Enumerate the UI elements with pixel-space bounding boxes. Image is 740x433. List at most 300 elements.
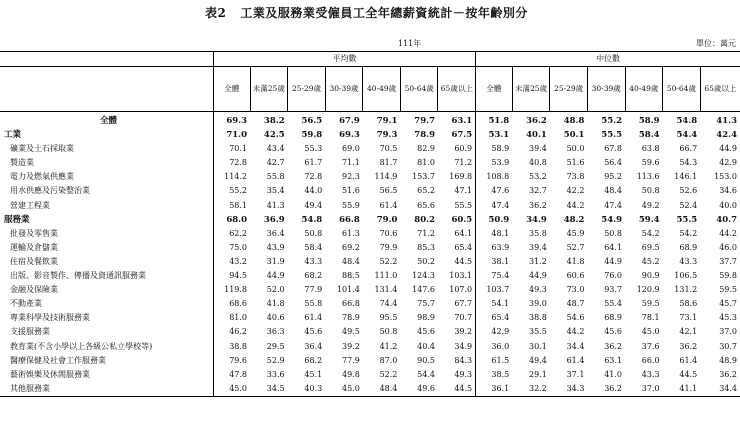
row-label: 營建工程業 [0,199,213,213]
table-cell: 42.9 [719,158,737,168]
table-cell: 63.1 [438,112,476,129]
row-label: 礦業及土石採取業 [0,142,213,156]
table-cell: 35.4 [266,186,285,196]
table-cell: 95.2 [604,172,622,182]
table-cell: 65.4 [491,313,510,323]
table-cell: 42.4 [716,130,737,141]
table-cell: 33.6 [266,369,285,379]
column-header: 65歲以上 [700,67,740,112]
table-cell: 36.2 [526,116,547,126]
table-cell: 38.5 [491,369,510,379]
table-cell: 124.3 [412,271,435,281]
table-cell: 62.2 [229,228,248,238]
table-cell: 36.2 [587,382,625,397]
table-cell: 45.6 [604,327,622,337]
table-cell: 95.5 [379,313,398,323]
table-cell: 49.2 [641,200,660,210]
table-cell: 48.4 [604,186,622,196]
table-cell: 55.5 [601,130,622,141]
table-cell: 48.2 [563,214,585,225]
table-cell: 36.1 [476,382,513,397]
table-cell: 82.9 [417,144,435,154]
table-cell: 49.5 [341,327,360,337]
row-label: 用水供應及污染整治業 [0,184,213,198]
table-cell: 79.9 [379,242,398,252]
table-cell: 49.4 [304,200,323,210]
table-cell: 47.4 [604,200,622,210]
row-label: 電力及燃氣供應業 [0,170,213,184]
table-row [0,283,740,297]
table-cell: 47.4 [491,200,510,210]
table-cell: 48.9 [719,355,737,365]
table-cell: 93.7 [604,285,622,295]
column-header: 30-39歲 [325,67,363,112]
table-cell: 68.0 [226,214,248,225]
table-cell: 81.0 [417,158,435,168]
column-header: 30-39歲 [587,67,625,112]
table-cell: 54.2 [641,228,660,238]
table-cell: 66.0 [641,355,660,365]
table-cell: 94.5 [229,271,248,281]
table-cell: 88.5 [341,271,360,281]
table-cell: 41.3 [716,116,737,126]
table-cell: 63.9 [491,242,510,252]
column-header: 未滿25歲 [512,67,550,112]
table-cell: 41.3 [266,200,285,210]
table-cell: 47.8 [229,369,248,379]
table-cell: 56.4 [604,158,622,168]
table-cell: 44.2 [566,327,585,337]
table-cell: 42.9 [491,327,510,337]
table-cell: 51.6 [341,186,360,196]
table-cell: 50.8 [304,228,323,238]
table-cell: 51.6 [566,158,585,168]
table-cell: 44.5 [438,382,476,397]
table-cell: 45.2 [641,256,660,266]
table-cell: 44.0 [304,186,323,196]
table-cell: 34.9 [438,340,476,354]
table-cell: 52.6 [679,186,698,196]
header-blank-cell [0,67,213,112]
table-cell: 50.0 [566,144,585,154]
table-cell: 61.4 [379,200,398,210]
table-cell: 68.9 [604,313,622,323]
row-label: 出版、影音製作、傳播及資通訊服務業 [0,269,213,283]
table-cell: 107.0 [438,283,476,297]
table-cell: 38.2 [263,116,285,126]
table-row [0,213,740,227]
table-cell: 44.5 [438,255,476,269]
table-cell: 114.9 [374,172,398,182]
table-cell: 79.1 [376,116,398,126]
row-label: 住宿及餐飲業 [0,255,213,269]
table-cell: 44.9 [266,271,285,281]
table-cell: 38.8 [229,341,248,351]
table-cell: 45.0 [213,382,250,397]
table-cell: 67.9 [339,116,360,126]
table-cell: 39.2 [438,325,476,339]
table-cell: 92.3 [341,172,360,182]
table-cell: 60.9 [438,142,476,156]
table-cell: 76.0 [604,271,622,281]
column-header: 全體 [213,67,250,112]
table-cell: 61.5 [491,355,510,365]
table-cell: 50.8 [379,327,398,337]
table-cell: 29.1 [529,369,547,379]
table-cell: 35.8 [529,228,547,238]
table-cell: 81.7 [379,158,398,168]
table-cell: 71.0 [226,130,248,141]
table-cell: 40.1 [526,130,547,141]
table-row [0,112,740,129]
table-cell: 44.9 [719,144,737,154]
table-cell: 70.6 [379,228,398,238]
table-cell: 79.0 [376,214,398,225]
table-cell: 34.4 [700,382,740,397]
table-cell: 73.8 [566,172,585,182]
row-label: 藝術娛樂及休閒服務業 [0,368,213,382]
table-cell: 69.3 [226,116,248,126]
table-cell: 52.2 [379,256,398,266]
table-cell: 78.9 [341,313,360,323]
table-cell: 45.6 [417,327,435,337]
table-cell: 146.1 [674,172,698,182]
table-cell: 59.5 [641,299,660,309]
table-cell: 36.2 [679,341,698,351]
table-cell: 69.5 [641,242,660,252]
row-label: 其他服務業 [0,382,213,397]
table-cell: 40.4 [417,341,435,351]
table-cell: 52.0 [266,285,285,295]
table-cell: 169.8 [438,170,476,184]
table-cell: 36.9 [263,214,285,225]
table-cell: 54.8 [676,116,698,126]
table-cell: 54.9 [601,214,622,225]
table-cell: 55.4 [604,299,622,309]
row-label: 服務業 [0,213,213,227]
table-cell: 45.3 [719,313,737,323]
table-cell: 85.3 [417,242,435,252]
table-cell: 43.9 [266,242,285,252]
table-cell: 69.0 [341,144,360,154]
table-cell: 52.7 [566,242,585,252]
table-cell: 119.8 [224,285,248,295]
table-cell: 79.3 [376,130,398,141]
table-cell: 49.3 [529,285,547,295]
column-header: 全體 [476,67,513,112]
table-cell: 61.3 [341,228,360,238]
row-label: 醫療保健及社會工作服務業 [0,354,213,368]
column-header: 25-29歲 [550,67,588,112]
table-cell: 50.9 [488,214,510,225]
table-cell: 45.0 [641,327,660,337]
table-cell: 98.9 [417,313,435,323]
table-cell: 44.9 [604,256,622,266]
table-cell: 61.4 [566,355,585,365]
table-cell: 79.6 [229,355,248,365]
table-cell: 52.4 [679,200,698,210]
column-header: 未滿25歲 [250,67,288,112]
table-cell: 58.1 [229,200,248,210]
table-cell: 67.5 [438,128,476,142]
table-cell: 53.2 [529,172,547,182]
table-cell: 66.8 [339,214,360,225]
table-cell: 113.6 [636,172,660,182]
table-cell: 48.8 [563,116,585,126]
table-cell: 41.1 [663,382,701,397]
table-cell: 43.3 [679,256,698,266]
table-cell: 46.0 [719,242,737,252]
table-cell: 81.0 [229,313,248,323]
table-cell: 66.8 [341,299,360,309]
table-cell: 45.1 [304,369,323,379]
table-cell: 34.5 [250,382,288,397]
table-cell: 59.8 [719,271,737,281]
table-cell: 90.9 [641,271,660,281]
table-cell: 58.6 [679,299,698,309]
table-cell: 54.4 [417,369,435,379]
row-label: 金融及保險業 [0,283,213,297]
table-cell: 51.8 [488,116,510,126]
table-cell: 65.6 [417,200,435,210]
table-cell: 71.2 [438,156,476,170]
table-cell: 50.8 [604,228,622,238]
table-cell: 108.8 [486,172,510,182]
table-cell: 29.5 [266,341,285,351]
table-cell: 78.1 [641,313,660,323]
table-cell: 34.6 [719,186,737,196]
table-cell: 55.8 [304,299,323,309]
table-cell: 70.5 [379,144,398,154]
table-cell: 39.4 [529,144,547,154]
table-cell: 40.7 [716,214,737,225]
table-cell: 34.4 [566,341,585,351]
table-cell: 77.9 [341,355,360,365]
table-row [0,297,740,311]
column-header: 50-64歲 [663,67,701,112]
table-cell: 42.2 [566,186,585,196]
table-cell: 55.8 [266,172,285,182]
row-label: 工業 [0,128,213,142]
row-label: 支援服務業 [0,325,213,339]
table-cell: 47.1 [438,184,476,198]
table-cell: 31.2 [529,256,547,266]
table-cell: 30.1 [529,341,547,351]
table-row [0,311,740,325]
table-cell: 65.2 [417,186,435,196]
table-cell: 64.1 [438,227,476,241]
table-cell: 40.0 [719,200,737,210]
table-cell: 48.7 [566,299,585,309]
table-row [0,199,740,213]
column-header: 65歲以上 [438,67,476,112]
table-cell: 47.6 [491,186,510,196]
table-cell: 49.6 [400,382,438,397]
table-cell: 55.2 [229,186,248,196]
table-cell: 103.7 [486,285,510,295]
table-cell: 39.4 [529,242,547,252]
table-cell: 45.9 [566,228,585,238]
table-cell: 48.4 [363,382,401,397]
table-cell: 131.4 [374,285,398,295]
table-cell: 37.6 [641,341,660,351]
table-cell: 44.2 [566,200,585,210]
table-cell: 52.9 [266,355,285,365]
table-row [0,340,740,354]
table-cell: 80.2 [414,214,435,225]
table-cell: 36.4 [266,228,285,238]
unit-label: 單位：萬元 [696,39,736,48]
table-cell: 42.5 [263,130,285,141]
table-row [0,368,740,382]
table-row [0,354,740,368]
table-cell: 74.4 [379,299,398,309]
row-label: 專業科學及技術服務業 [0,311,213,325]
table-cell: 36.2 [719,369,737,379]
table-cell: 72.8 [229,158,248,168]
table-cell: 36.2 [529,200,547,210]
table-cell: 71.2 [417,228,435,238]
table-cell: 67.7 [438,297,476,311]
table-cell: 54.3 [679,158,698,168]
table-cell: 39.0 [529,299,547,309]
table-title [205,4,528,21]
table-cell: 111.0 [374,271,398,281]
table-cell: 32.2 [512,382,550,397]
table-cell: 54.6 [566,313,585,323]
table-cell: 64.1 [604,242,622,252]
column-header: 50-64歲 [400,67,438,112]
table-row [0,227,740,241]
table-cell: 31.9 [266,256,285,266]
table-cell: 45.6 [304,327,323,337]
table-cell: 147.6 [412,285,435,295]
table-cell: 34.9 [526,214,547,225]
table-row [0,142,740,156]
table-row [0,156,740,170]
table-cell: 42.7 [266,158,285,168]
table-row [0,128,740,142]
table-cell: 41.8 [566,256,585,266]
table-cell: 114.2 [224,172,248,182]
table-cell: 49.3 [438,368,476,382]
table-cell: 56.5 [379,186,398,196]
table-cell: 36.2 [604,341,622,351]
table-cell: 58.4 [638,130,660,141]
table-cell: 153.0 [714,172,737,182]
table-cell: 40.3 [288,382,326,397]
table-cell: 68.2 [304,271,323,281]
table-cell: 71.1 [341,158,360,168]
table-cell: 52.2 [379,369,398,379]
table-cell: 54.8 [301,214,323,225]
table-cell: 56.5 [301,116,323,126]
table-cell: 53.1 [488,130,510,141]
corner-cell [0,52,213,67]
column-header: 25-29歲 [288,67,326,112]
table-cell: 41.2 [379,341,398,351]
table-row [0,325,740,339]
table-cell: 50.8 [641,186,660,196]
table-cell: 37.7 [719,256,737,266]
salary-table [0,51,740,397]
table-cell: 106.5 [674,271,698,281]
table-cell: 78.9 [414,130,435,141]
year-label: 111年 [398,39,422,48]
table-cell: 68.9 [679,242,698,252]
table-cell: 73.1 [679,313,698,323]
column-header: 40-49歲 [363,67,401,112]
table-cell: 43.2 [229,256,248,266]
table-cell: 69.2 [341,242,360,252]
table-cell: 58.4 [304,242,323,252]
table-cell: 40.6 [266,313,285,323]
table-cell: 54.1 [491,299,510,309]
table-cell: 73.0 [566,285,585,295]
table-cell: 48.1 [491,228,510,238]
table-cell: 32.7 [529,186,547,196]
table-cell: 34.3 [550,382,588,397]
table-cell: 75.0 [229,242,248,252]
table-cell: 59.6 [641,158,660,168]
table-cell: 90.5 [417,355,435,365]
row-label: 不動產業 [0,297,213,311]
table-cell: 59.5 [719,285,737,295]
table-cell: 65.4 [438,241,476,255]
row-label: 製造業 [0,156,213,170]
table-cell: 40.8 [529,158,547,168]
table-cell: 63.1 [604,355,622,365]
table-row [0,241,740,255]
table-cell: 49.4 [529,355,547,365]
table-cell: 72.8 [304,172,323,182]
table-cell: 30.7 [719,341,737,351]
table-cell: 49.8 [341,369,360,379]
table-cell: 61.4 [679,355,698,365]
table-cell: 54.2 [679,228,698,238]
table-cell: 37.0 [625,382,663,397]
table-cell: 35.5 [529,327,547,337]
row-label: 運輸及倉儲業 [0,241,213,255]
table-cell: 68.2 [304,355,323,365]
table-cell: 58.9 [638,116,660,126]
table-cell: 70.1 [229,144,248,154]
table-cell: 79.7 [414,116,435,126]
table-cell: 61.7 [304,158,323,168]
table-cell: 50.1 [563,130,585,141]
table-cell: 45.7 [719,299,737,309]
table-cell: 75.7 [417,299,435,309]
table-cell: 55.3 [304,144,323,154]
table-number: 表2 [205,6,227,20]
table-cell: 103.1 [438,269,476,283]
table-title-text: 工業及服務業受僱員工全年總薪資統計－按年齡別分 [240,6,528,20]
table-cell: 43.3 [304,256,323,266]
table-cell: 36.4 [304,341,323,351]
table-cell: 43.3 [641,369,660,379]
table-cell: 69.3 [339,130,360,141]
table-cell: 55.2 [601,116,622,126]
table-row [0,382,740,397]
table-cell: 42.1 [679,327,698,337]
row-label: 教育業(不含小學以上各級公私立學校等) [0,340,213,354]
table-cell: 43.4 [266,144,285,154]
table-cell: 44.2 [719,228,737,238]
table-cell: 41.8 [266,299,285,309]
table-cell: 131.2 [674,285,698,295]
table-cell: 84.3 [438,354,476,368]
table-cell: 41.0 [604,369,622,379]
